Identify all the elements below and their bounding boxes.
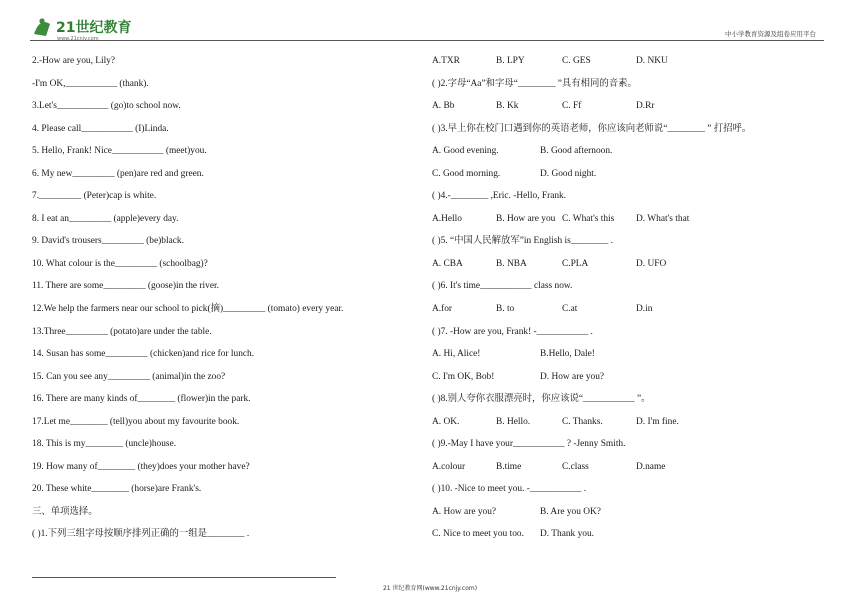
left-line: 17.Let me________ (tell)you about my favourite book.	[32, 416, 240, 427]
option-item: B. Hello.	[496, 416, 531, 427]
section-heading: 三、单项选择。	[32, 506, 98, 517]
logo-text: 21世纪教育	[56, 20, 132, 36]
left-column	[32, 50, 412, 546]
left-line: 19. How many of________ (they)does your mother have?	[32, 461, 250, 472]
option-item: C. Ff	[562, 101, 582, 112]
option-item: A. Good evening.	[432, 146, 499, 157]
left-line: 5. Hello, Frank! Nice___________ (meet)you.	[32, 146, 207, 157]
left-line: 7._________ (Peter)cap is white.	[32, 191, 157, 202]
left-line: 14. Susan has some_________ (chicken)and rice for lunch.	[32, 349, 255, 360]
option-item: A.colour	[432, 461, 466, 472]
logo-url: www.21cnjy.com	[57, 36, 99, 42]
option-item: D. Thank you.	[540, 529, 594, 540]
option-item: A. Hi, Alice!	[432, 349, 481, 360]
left-line: 6. My new_________ (pen)are red and green.	[32, 168, 204, 179]
option-item: C. Nice to meet you too.	[432, 529, 524, 540]
option-item: B. to	[496, 304, 515, 315]
left-line: 15. Can you see any_________ (animal)in the zoo?	[32, 371, 226, 382]
question-line: ( )6. It's time___________ class now.	[432, 281, 573, 292]
option-item: D.name	[636, 461, 666, 472]
question-line: ( )10. -Nice to meet you. -___________ .	[432, 484, 587, 495]
options-line	[432, 208, 832, 231]
option-item: D. I'm fine.	[636, 416, 679, 427]
option-item: B. NBA	[496, 258, 527, 269]
option-item: B. Kk	[496, 101, 519, 112]
left-line: 9. David's trousers_________ (be)black.	[32, 236, 184, 247]
footer-divider	[32, 577, 336, 578]
option-item: B. How are you	[496, 213, 556, 224]
option-item: C. I'm OK, Bob!	[432, 371, 495, 382]
left-line: 18. This is my________ (uncle)house.	[32, 439, 177, 450]
left-line: 13.Three_________ (potato)are under the table.	[32, 326, 212, 337]
options-line	[432, 163, 832, 186]
right-column	[432, 50, 832, 546]
option-item: C.PLA	[562, 258, 589, 269]
left-line: 4. Please call___________ (I)Linda.	[32, 123, 169, 134]
option-item: A. Bb	[432, 101, 455, 112]
option-item: B.time	[496, 461, 522, 472]
option-item: D. NKU	[636, 56, 668, 66]
header-platform-text: 中小学教育资源及组卷应用平台	[725, 30, 816, 38]
left-line: 20. These white________ (horse)are Frank's.	[32, 484, 202, 495]
option-item: B. LPY	[496, 56, 525, 66]
options-line	[432, 366, 832, 389]
left-line: 12.We help the farmers near our school to pick(摘)_________ (tomato) every year.	[32, 304, 344, 315]
question-line: ( )9.-May I have your___________ ? -Jenny Smith.	[432, 439, 626, 450]
left-line: ( )1.下列三组字母按顺序排列正确的一组是________ .	[32, 529, 250, 540]
options-line	[432, 343, 832, 366]
option-item: C.class	[562, 461, 589, 472]
option-item: C. GES	[562, 56, 591, 66]
option-item: D.Rr	[636, 101, 655, 112]
left-line: 8. I eat an_________ (apple)every day.	[32, 213, 179, 224]
option-item: A.Hello	[432, 213, 462, 224]
options-line	[432, 253, 832, 276]
question-line: ( )5. “中国人民解放军”in English is________ .	[432, 236, 613, 247]
footer-text: 21 世纪教育网(www.21cnjy.com)	[382, 585, 478, 592]
left-line: 3.Let's___________ (go)to school now.	[32, 101, 181, 112]
option-item: A. OK.	[432, 416, 460, 427]
option-item: B.Hello, Dale!	[540, 349, 595, 360]
options-line	[432, 140, 832, 163]
options-line	[432, 456, 832, 479]
question-line: ( )3.早上你在校门口遇到你的英语老师，你应该向老师说“________ ” 打招呼。	[432, 123, 752, 134]
option-item: C. Thanks.	[562, 416, 603, 427]
option-item: D.in	[636, 304, 653, 315]
left-line: 10. What colour is the_________ (schoolbag)?	[32, 258, 208, 269]
options-line	[432, 501, 832, 524]
option-item: B. Are you OK?	[540, 506, 601, 517]
option-item: D. Good night.	[540, 168, 597, 179]
option-item: A.for	[432, 304, 453, 315]
left-line: 2.-How are you, Lily?	[32, 56, 116, 66]
question-line: ( )8.别人夸你衣服漂亮时，你应该说“___________ ”。	[432, 394, 651, 405]
question-line: ( )4.-________ ,Eric. -Hello, Frank.	[432, 191, 567, 202]
left-line: 16. There are many kinds of________ (flower)in the park.	[32, 394, 251, 405]
option-item: A.TXR	[432, 56, 460, 66]
option-item: A. How are you?	[432, 506, 497, 517]
options-line	[432, 50, 832, 73]
options-line	[432, 523, 832, 546]
left-line: 11. There are some_________ (goose)in the river.	[32, 281, 219, 292]
option-item: C. Good morning.	[432, 168, 501, 179]
option-item: C. What's this	[562, 213, 615, 224]
left-line: -I'm OK,___________ (thank).	[32, 78, 149, 89]
option-item: D. What's that	[636, 213, 690, 224]
question-line: ( )7. -How are you, Frank! -___________ .	[432, 326, 593, 337]
options-line	[432, 298, 832, 321]
option-item: B. Good afternoon.	[540, 146, 613, 157]
options-line	[432, 411, 832, 434]
option-item: D. UFO	[636, 258, 667, 269]
option-item: D. How are you?	[540, 371, 605, 382]
question-line: ( )2.字母“Aa”和字母“________ ”具有相同的音素。	[432, 78, 637, 89]
options-line	[432, 95, 832, 118]
header-divider	[30, 40, 824, 41]
option-item: A. CBA	[432, 258, 463, 269]
option-item: C.at	[562, 304, 578, 315]
